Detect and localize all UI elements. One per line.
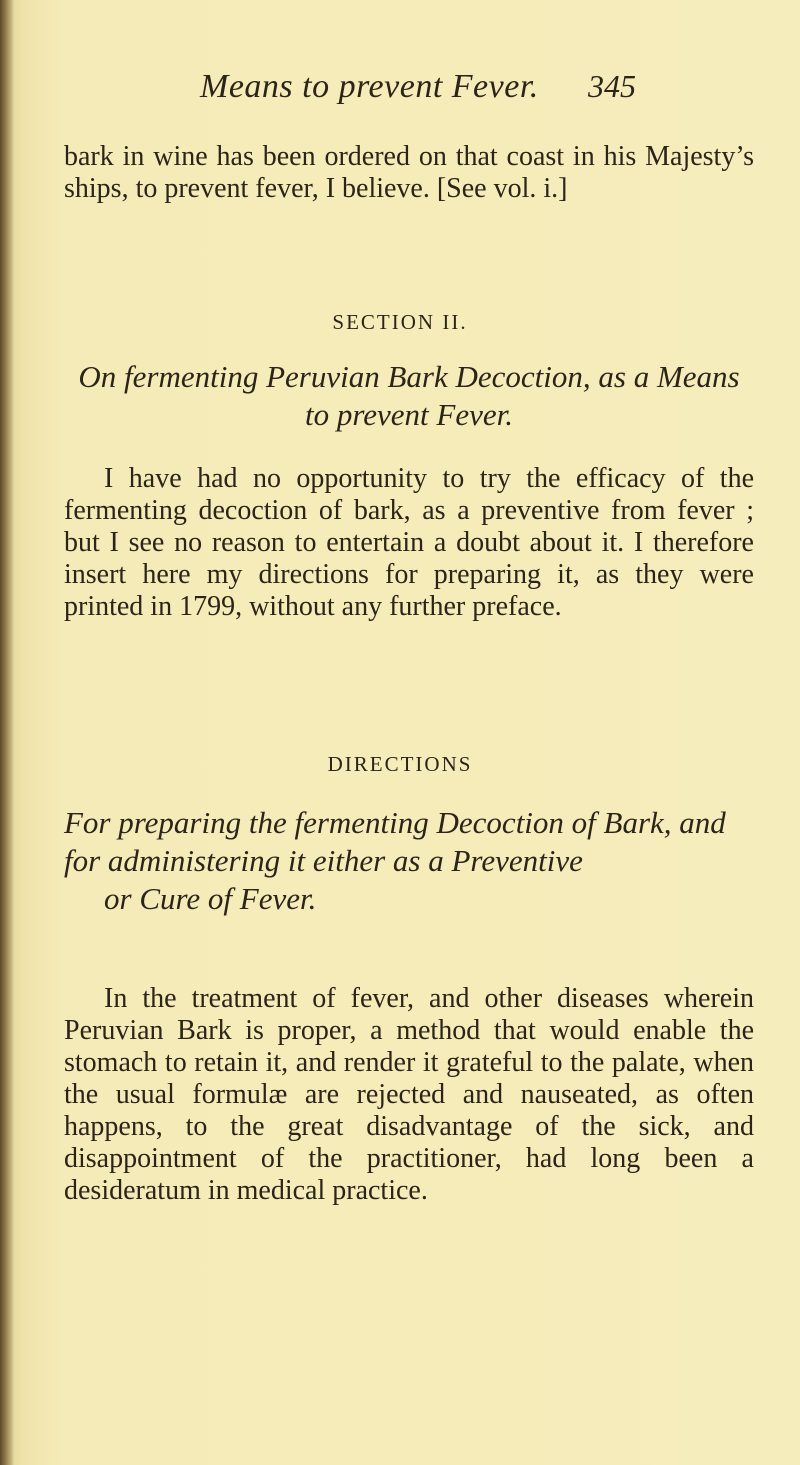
- paragraph-continuation: bark in wine has been ordered on that coast in his Majesty’s ships, to prevent fever, I believe. [See vol. i.]: [64, 141, 754, 204]
- page-number: 345: [588, 68, 636, 104]
- directions-heading: DIRECTIONS: [327, 752, 473, 776]
- page-header: [0, 62, 800, 110]
- paragraph-treatment: In the treatment of fever, and other diseases wherein Peruvian Bark is proper, a method that would enable the stomach to retain it, and render it grateful to the palate, when the usual formulæ are rejected and nauseated, as often happens, to the great disadvantage of the sick, and disappointment of the practitioner, had long been a desideratum in medical practice.: [64, 983, 754, 1206]
- section-heading: SECTION II.: [332, 310, 468, 334]
- spine-shadow: [0, 0, 14, 1465]
- paragraph-efficacy: I have had no opportunity to try the efficacy of the fermenting decoction of bark, as a preventive from fever ; but I see no reason to entertain a doubt about it. I therefore insert here my directions for preparing it, as they were printed in 1799, without any further preface.: [64, 463, 754, 622]
- directions-title: [64, 804, 754, 918]
- section-title: On fermenting Peruvian Bark Decoction, as a Means to prevent Fever.: [78, 359, 740, 432]
- directions-title-line2: or Cure of Fever.: [104, 881, 317, 916]
- directions-title-line1: For preparing the fermenting Decoction of Bark, and for administering it either as a Preventive: [64, 805, 726, 878]
- running-title: Means to prevent Fever.: [200, 68, 539, 105]
